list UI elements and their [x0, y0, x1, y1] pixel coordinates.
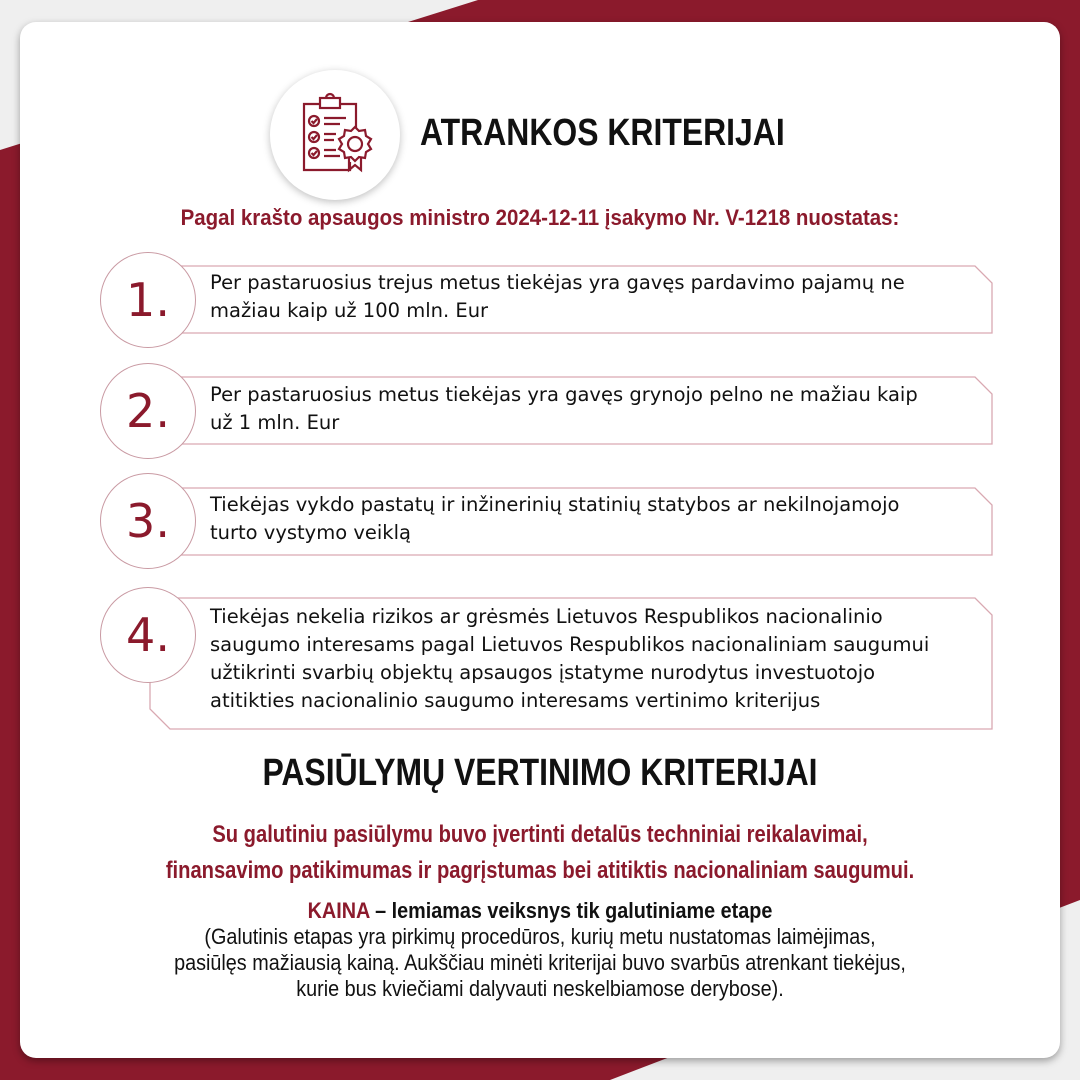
text-line: kurie bus kviečiami dalyvauti neskelbiamose derybose).: [296, 976, 784, 1001]
text-line: turto vystymo veiklą: [210, 521, 411, 544]
page-title: ATRANKOS KRITERIJAI: [420, 112, 785, 154]
criterion-number-2: 2.: [100, 363, 196, 459]
subtitle: Pagal krašto apsaugos ministro 2024-12-11 įsakymo Nr. V-1218 nuostatas:: [180, 205, 900, 230]
criterion-text-1: [210, 269, 905, 325]
text-line: užtikrinti svarbių objektų apsaugos įstatyme nurodytus investuotojo: [210, 661, 876, 684]
text-line: pasiūlęs mažiausią kainą. Aukščiau minėti kriterijai buvo svarbūs atrenkant tiekėjus,: [174, 950, 906, 975]
text-line: atitikties nacionalinio saugumo interesams vertinimo kriterijus: [210, 689, 821, 712]
text-line: Per pastaruosius metus tiekėjas yra gavęs grynojo pelno ne mažiau kaip: [210, 383, 918, 406]
text-line: už 1 mln. Eur: [210, 411, 340, 434]
text-line: finansavimo patikimumas ir pagrįstumas bei atitiktis nacionaliniam saugumui.: [165, 857, 915, 884]
text-line: Tiekėjas vykdo pastatų ir inžinerinių statinių statybos ar nekilnojamojo: [210, 493, 900, 516]
evaluation-highlight: [0, 817, 1080, 889]
price-note: [0, 898, 1080, 1002]
text-line: Tiekėjas nekelia rizikos ar grėsmės Lietuvos Respublikos nacionalinio: [210, 605, 883, 628]
text-line: saugumo interesams pagal Lietuvos Respublikos nacionaliniam saugumui: [210, 633, 930, 656]
price-text: – lemiamas veiksnys tik galutiniame etape: [369, 898, 773, 923]
evaluation-title: PASIŪLYMŲ VERTINIMO KRITERIJAI: [262, 752, 818, 794]
criterion-number-4: 4.: [100, 587, 196, 683]
text-line: Su galutiniu pasiūlymu buvo įvertinti detalūs techniniai reikalavimai,: [212, 821, 868, 848]
price-line: [54, 898, 1026, 924]
criterion-number-3: 3.: [100, 473, 196, 569]
criterion-text-4: [210, 603, 929, 715]
criterion-text-3: [210, 491, 899, 547]
text-line: Per pastaruosius trejus metus tiekėjas yra gavęs pardavimo pajamų ne: [210, 271, 905, 294]
text-line: (Galutinis etapas yra pirkimų procedūros, kurių metu nustatomas laimėjimas,: [204, 924, 876, 949]
criterion-number-1: 1.: [100, 252, 196, 348]
price-label: KAINA: [307, 898, 370, 923]
text-line: mažiau kaip už 100 mln. Eur: [210, 299, 489, 322]
criterion-text-2: [210, 381, 918, 437]
